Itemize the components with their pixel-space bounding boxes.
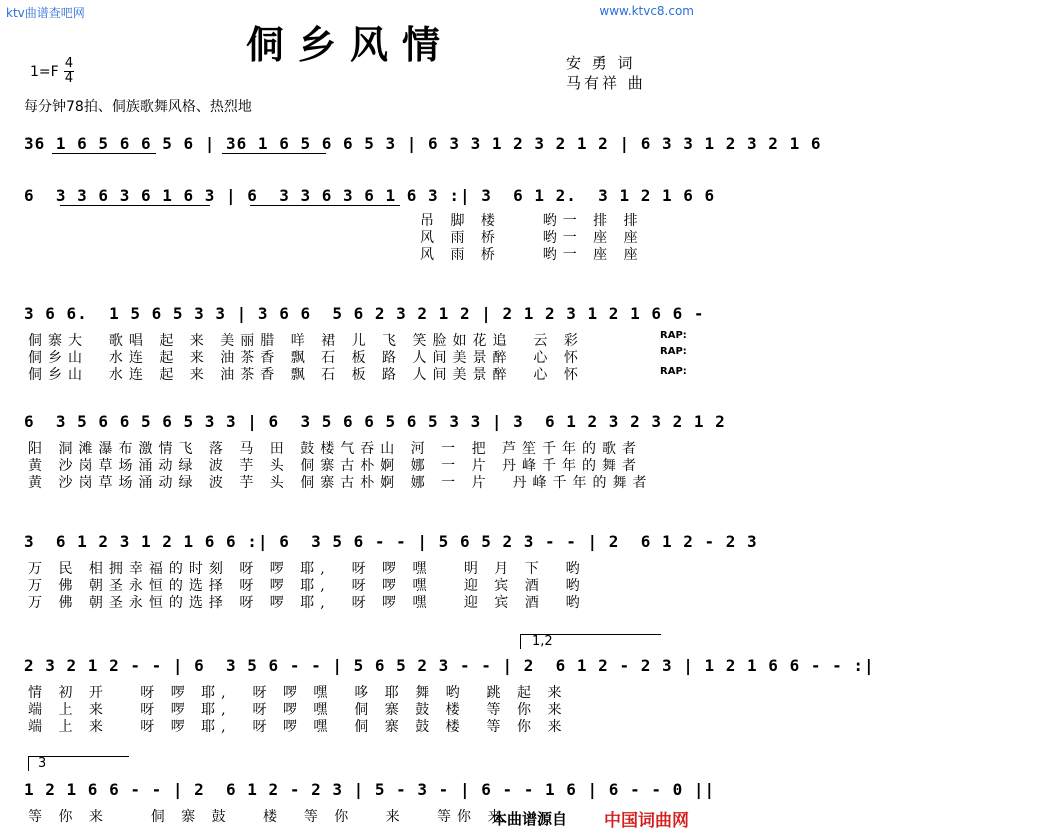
meter-top: 4	[64, 56, 74, 71]
notation-row-7: 1 2 1 6 6 - - | 2 6 1 2 - 2 3 | 5 - 3 - | 6 - - 1 6 | 6 - - 0 ||	[24, 780, 716, 799]
lyric-row-5-line-1: 万 民 相拥幸福的时刻 呀 啰 耶, 呀 啰 嘿 明 月 下 哟	[28, 561, 586, 577]
lyric-row-4-line-3: 黄 沙岗草场涌动绿 波 芋 头 侗寨古朴婀 娜 一 片 丹峰千年的舞者	[28, 475, 653, 491]
rap-label-1: RAP:	[660, 330, 687, 341]
time-signature	[64, 58, 74, 85]
notation-row-6: 2 3 2 1 2 - - | 6 3 5 6 - - | 5 6 5 2 3 - - | 2 6 1 2 - 2 3 | 1 2 1 6 6 - - :|	[24, 656, 875, 675]
lyric-row-6-line-3: 端 上 来 呀 啰 耶, 呀 啰 嘿 侗 寨 鼓 楼 等 你 来	[28, 719, 568, 735]
meter-bottom: 4	[64, 71, 74, 86]
composer-credit: 马有祥 曲	[566, 74, 646, 92]
brand-logo-text: 中国词曲网	[604, 811, 689, 831]
watermark-left: ktv曲谱查吧网	[6, 6, 85, 20]
rap-label-2: RAP:	[660, 346, 687, 357]
ending-number-1: 1,2	[532, 634, 553, 649]
beam	[60, 205, 210, 206]
tempo-marking: 每分钟78拍、侗族歌舞风格、热烈地	[24, 99, 252, 115]
rap-label-3: RAP:	[660, 366, 687, 377]
lyric-row-2-line-1: 吊 脚 楼 哟一 排 排	[420, 213, 644, 229]
source-text: 本曲谱源自	[492, 810, 568, 828]
lyric-row-3-line-2: 侗乡山 水连 起 来 油茶香 飘 石 板 路 人间美景醉 心 怀	[28, 350, 584, 366]
lyric-row-2-line-3: 风 雨 桥 哟一 座 座	[420, 247, 644, 263]
lyric-row-6-line-2: 端 上 来 呀 啰 耶, 呀 啰 嘿 侗 寨 鼓 楼 等 你 来	[28, 702, 568, 718]
notation-row-4: 6 3 5 6 6 5 6 5 3 3 | 6 3 5 6 6 5 6 5 3 3 | 3 6 1 2 3 2 3 2 1 2	[24, 412, 726, 431]
lyric-row-6-line-1: 情 初 开 呀 啰 耶, 呀 啰 嘿 哆 耶 舞 哟 跳 起 来	[28, 685, 568, 701]
lyric-row-3-line-3: 侗乡山 水连 起 来 油茶香 飘 石 板 路 人间美景醉 心 怀	[28, 367, 584, 383]
notation-row-1: 36 1 6 5 6 6 5 6 | 36 1 6 5 6 6 5 3 | 6 3 3 1 2 3 2 1 2 | 6 3 3 1 2 3 2 1 6	[24, 134, 822, 153]
lyric-row-3-line-1: 侗寨大 歌唱 起 来 美丽腊 咩 裙 儿 飞 笑脸如花追 云 彩	[28, 333, 584, 349]
lyricist-credit: 安 勇 词	[566, 54, 636, 72]
lyric-row-4-line-1: 阳 洞滩瀑布激情飞 落 马 田 鼓楼气吞山 河 一 把 芦笙千年的歌者	[28, 441, 643, 457]
beam	[222, 153, 326, 154]
lyric-row-5-line-3: 万 佛 朝圣永恒的选择 呀 啰 耶, 呀 啰 嘿 迎 宾 酒 哟	[28, 595, 586, 611]
lyric-row-5-line-2: 万 佛 朝圣永恒的选择 呀 啰 耶, 呀 啰 嘿 迎 宾 酒 哟	[28, 578, 586, 594]
lyric-row-7: 等 你 来 侗 寨 鼓 楼 等 你 来 等你 来	[28, 809, 508, 825]
ending-number-2: 3	[38, 756, 47, 771]
song-title: 侗乡风情	[245, 22, 454, 67]
beam	[52, 153, 156, 154]
lyric-row-4-line-2: 黄 沙岗草场涌动绿 波 芋 头 侗寨古朴婀 娜 一 片 丹峰千年的舞者	[28, 458, 643, 474]
notation-row-5: 3 6 1 2 3 1 2 1 6 6 :| 6 3 5 6 - - | 5 6 5 2 3 - - | 2 6 1 2 - 2 3	[24, 532, 758, 551]
watermark-right: www.ktvc8.com	[599, 4, 694, 18]
notation-row-3: 3 6 6. 1 5 6 5 3 3 | 3 6 6 5 6 2 3 2 1 2 | 2 1 2 3 1 2 1 6 6 -	[24, 304, 705, 323]
lyric-row-2-line-2: 风 雨 桥 哟一 座 座	[420, 230, 644, 246]
notation-row-2: 6 3 3 6 3 6 1 6 3 | 6 3 3 6 3 6 1 6 3 :| 3 6 1 2. 3 1 2 1 6 6	[24, 186, 716, 205]
key-signature: 1=F	[30, 64, 59, 80]
beam	[250, 205, 400, 206]
